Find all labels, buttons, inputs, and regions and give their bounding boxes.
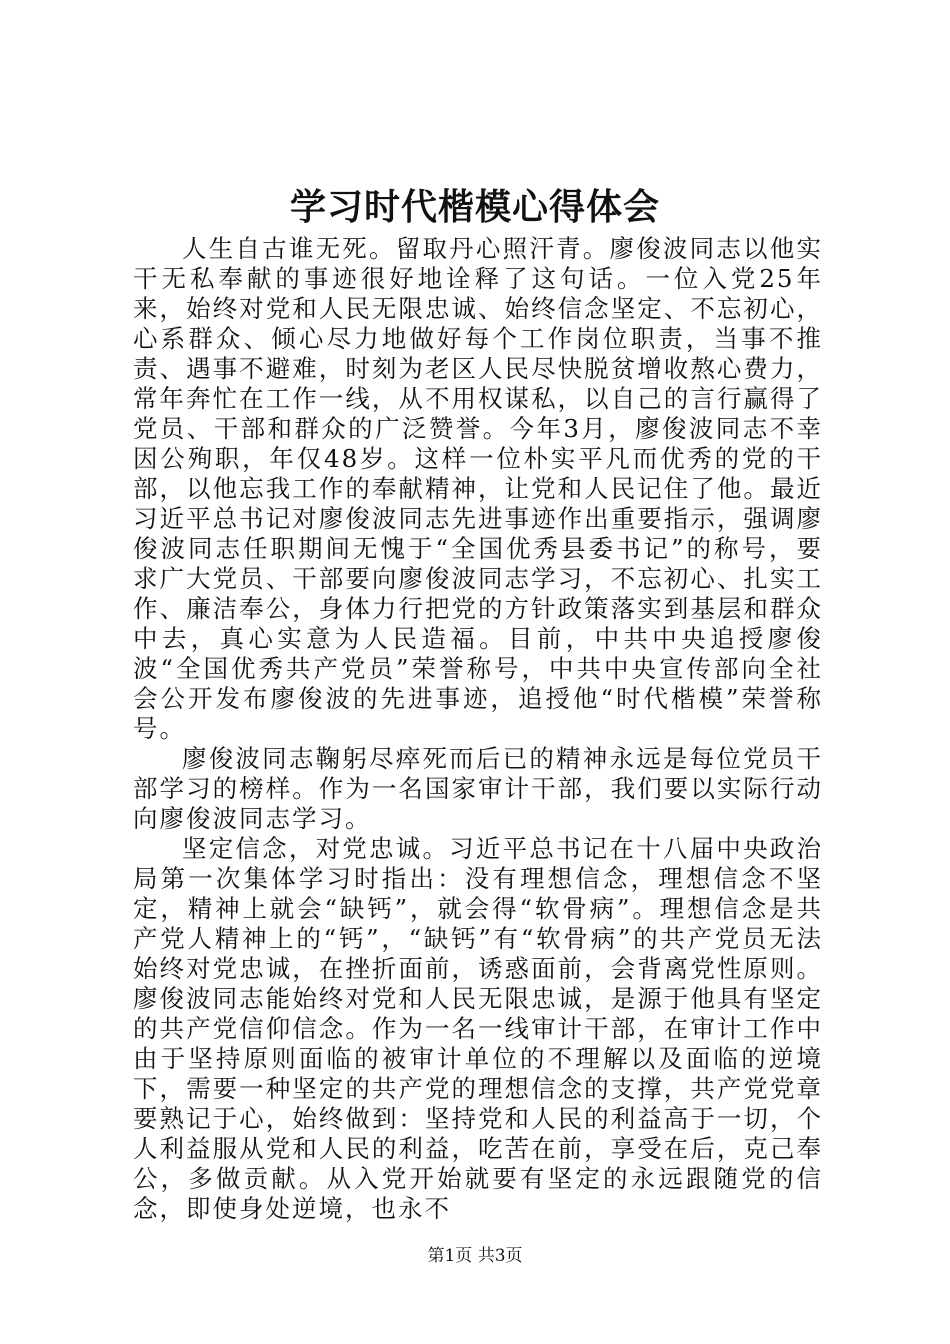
- paragraph-2: 廖俊波同志鞠躬尽瘁死而后已的精神永远是每位党员干部学习的榜样。作为一名国家审计干部，我们要以实际行动向廖俊波同志学习。: [133, 744, 823, 833]
- paragraph-3: 坚定信念，对党忠诚。习近平总书记在十八届中央政治局第一次集体学习时指出：没有理想信念，理想信念不坚定，精神上就会“缺钙”，就会得“软骨病”。理想信念是共产党人精神上的“钙”，“缺钙”有“软骨病”的共产党员无法始终对党忠诚，在挫折面前，诱惑面前，会背离党性原则。廖俊波同志能始终对党和人民无限忠诚，是源于他具有坚定的共产党信仰信念。作为一名一线审计干部，在审计工作中由于坚持原则面临的被审计单位的不理解以及面临的逆境下，需要一种坚定的共产党的理想信念的支撑，共产党党章要熟记于心，始终做到：坚持党和人民的利益高于一切，个人利益服从党和人民的利益，吃苦在前，享受在后，克己奉公，多做贡献。从入党开始就要有坚定的永远跟随党的信念，即使身处逆境，也永不: [133, 834, 823, 1223]
- paragraph-1: 人生自古谁无死。留取丹心照汗青。廖俊波同志以他实干无私奉献的事迹很好地诠释了这句话。一位入党25年来，始终对党和人民无限忠诚、始终信念坚定、不忘初心，心系群众、倾心尽力地做好每个工作岗位职责，当事不推责、遇事不避难，时刻为老区人民尽快脱贫增收熬心费力，常年奔忙在工作一线，从不用权谋私，以自己的言行赢得了党员、干部和群众的广泛赞誉。今年3月，廖俊波同志不幸因公殉职，年仅48岁。这样一位朴实平凡而优秀的党的干部，以他忘我工作的奉献精神，让党和人民记住了他。最近习近平总书记对廖俊波同志先进事迹作出重要指示，强调廖俊波同志任职期间无愧于“全国优秀县委书记”的称号，要求广大党员、干部要向廖俊波同志学习，不忘初心、扎实工作、廉洁奉公，身体力行把党的方针政策落实到基层和群众中去，真心实意为人民造福。目前，中共中央追授廖俊波“全国优秀共产党员”荣誉称号，中共中央宣传部向全社会公开发布廖俊波的先进事迹，追授他“时代楷模”荣誉称号。: [133, 234, 823, 743]
- document-body: [133, 234, 823, 1224]
- page-number-footer: 第1页 共3页: [427, 1246, 523, 1266]
- document-title: 学习时代楷模心得体会: [289, 186, 660, 228]
